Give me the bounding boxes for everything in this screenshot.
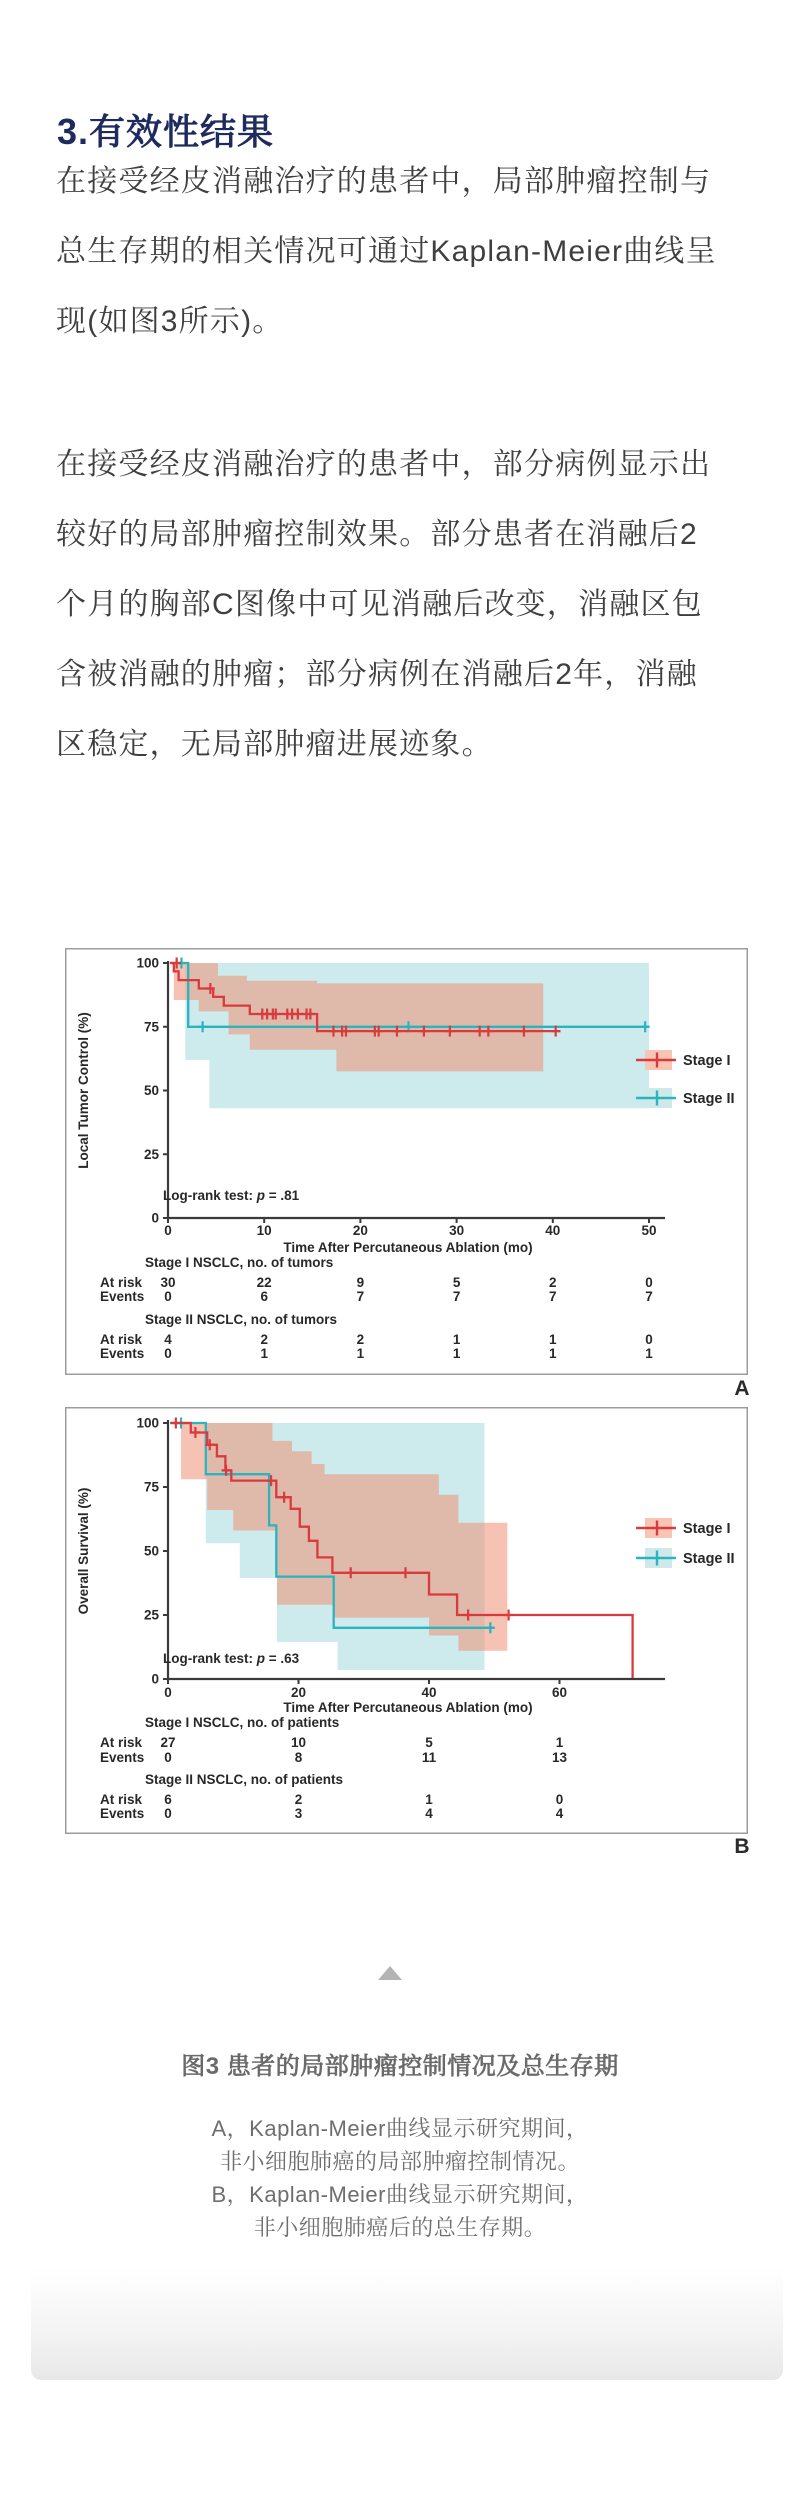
y-tick-label: 75 [143, 1019, 159, 1035]
paragraph-line: 区稳定，无局部肿瘤进展迹象。 [56, 728, 493, 761]
x-tick-label: 20 [352, 1223, 368, 1238]
risk-value: 7 [356, 1289, 365, 1304]
risk-value: 0 [555, 1792, 564, 1807]
risk-value: 1 [452, 1332, 461, 1347]
risk-value: 5 [425, 1735, 433, 1750]
risk-value: 9 [356, 1275, 365, 1290]
risk-value: 0 [164, 1289, 172, 1304]
x-tick-label: 60 [551, 1685, 568, 1700]
risk-row-label: At risk [100, 1275, 143, 1290]
paragraph-1 [56, 147, 748, 357]
caption-line: A，Kaplan-Meier曲线显示研究期间， [211, 2116, 589, 2141]
risk-table-header: Stage II NSCLC, no. of patients [145, 1772, 344, 1787]
risk-row-label: At risk [100, 1735, 143, 1750]
risk-value: 4 [164, 1332, 172, 1347]
legend-label: Stage II [683, 1091, 735, 1107]
x-tick-label: 50 [641, 1223, 657, 1238]
panel-label-b: B [734, 1835, 750, 1858]
risk-row-label: Events [100, 1750, 145, 1765]
risk-value: 6 [260, 1289, 268, 1304]
x-tick-label: 40 [421, 1685, 437, 1700]
risk-table-header: Stage I NSCLC, no. of tumors [145, 1255, 334, 1270]
risk-value: 3 [294, 1806, 303, 1821]
risk-value: 13 [551, 1750, 568, 1765]
risk-value: 0 [645, 1332, 653, 1347]
paragraph-line: 在接受经皮消融治疗的患者中，部分病例显示出 [56, 448, 712, 481]
paragraph-line: 在接受经皮消融治疗的患者中，局部肿瘤控制与 [56, 165, 712, 198]
risk-value: 4 [555, 1806, 564, 1821]
risk-row-label: Events [100, 1806, 145, 1821]
risk-value: 5 [452, 1275, 461, 1290]
legend-label: Stage II [683, 1551, 735, 1567]
risk-value: 0 [645, 1275, 653, 1290]
figure-caption [0, 2112, 800, 2244]
paragraph-line: 个月的胸部C图像中可见消融后改变，消融区包 [56, 588, 703, 621]
y-tick-label: 50 [143, 1083, 159, 1098]
risk-value: 7 [452, 1289, 461, 1304]
risk-value: 4 [425, 1806, 433, 1821]
x-tick-label: 10 [256, 1223, 272, 1238]
paragraph-line: 现(如图3所示)。 [56, 305, 284, 338]
risk-value: 1 [549, 1332, 557, 1347]
caption-line: 非小细胞肺癌的局部肿瘤控制情况。 [219, 2149, 580, 2174]
y-axis-title: Overall Survival (%) [76, 1487, 91, 1615]
logrank-annotation: Log-rank test: p = .63 [163, 1651, 300, 1666]
y-tick-label: 0 [151, 1671, 159, 1687]
risk-value: 1 [356, 1346, 365, 1361]
paragraph-line: 较好的局部肿瘤控制效果。部分患者在消融后2 [56, 518, 698, 551]
risk-value: 22 [256, 1275, 272, 1290]
y-axis-title: Local Tumor Control (%) [76, 1012, 91, 1169]
confidence-bands [174, 963, 649, 1108]
km-chart-local-tumor-control [65, 948, 748, 1375]
paragraph-line: 总生存期的相关情况可通过Kaplan-Meier曲线呈 [56, 235, 717, 268]
x-axis-title: Time After Percutaneous Ablation (mo) [283, 1240, 533, 1255]
x-tick-label: 40 [545, 1223, 561, 1238]
risk-value: 0 [164, 1806, 172, 1821]
km-chart-overall-survival [65, 1407, 748, 1834]
figure-caption-title: 图3 患者的局部肿瘤控制情况及总生存期 [181, 2053, 619, 2080]
risk-value: 1 [549, 1346, 557, 1361]
risk-value: 6 [164, 1792, 172, 1807]
risk-value: 2 [260, 1332, 268, 1347]
x-axis-title: Time After Percutaneous Ablation (mo) [283, 1700, 533, 1715]
risk-value: 30 [160, 1275, 176, 1290]
content-card-bottom-fade [31, 2268, 783, 2380]
risk-value: 1 [452, 1346, 461, 1361]
risk-value: 2 [294, 1792, 303, 1807]
risk-value: 1 [555, 1735, 564, 1750]
y-tick-label: 100 [136, 955, 159, 971]
y-tick-label: 0 [151, 1210, 159, 1226]
risk-value: 0 [164, 1750, 172, 1765]
legend-label: Stage I [683, 1521, 731, 1537]
risk-table-header: Stage I NSCLC, no. of patients [145, 1715, 340, 1730]
collapse-up-triangle-icon[interactable] [378, 1966, 402, 1980]
risk-value: 0 [164, 1346, 172, 1361]
panel-label-a: A [734, 1377, 750, 1400]
x-tick-label: 30 [449, 1223, 465, 1238]
risk-value: 11 [421, 1750, 437, 1765]
y-tick-label: 75 [143, 1479, 159, 1495]
risk-value: 1 [260, 1346, 268, 1361]
risk-value: 1 [425, 1792, 433, 1807]
legend-label: Stage I [683, 1053, 731, 1069]
y-tick-label: 50 [143, 1543, 159, 1559]
risk-row-label: At risk [100, 1792, 143, 1807]
risk-value: 8 [294, 1750, 303, 1765]
caption-line: B，Kaplan-Meier曲线显示研究期间， [211, 2182, 589, 2207]
y-tick-label: 100 [136, 1415, 159, 1431]
logrank-annotation: Log-rank test: p = .81 [163, 1188, 300, 1203]
risk-table-header: Stage II NSCLC, no. of tumors [145, 1312, 338, 1327]
x-tick-label: 20 [290, 1685, 307, 1700]
risk-row-label: Events [100, 1289, 145, 1304]
y-tick-label: 25 [143, 1607, 159, 1623]
risk-value: 27 [160, 1735, 176, 1750]
risk-value: 7 [549, 1289, 557, 1304]
risk-value: 7 [645, 1289, 653, 1304]
risk-value: 2 [356, 1332, 365, 1347]
risk-row-label: Events [100, 1346, 145, 1361]
section-heading: 3.有效性结果 [57, 111, 275, 153]
risk-value: 1 [645, 1346, 653, 1361]
x-tick-label: 0 [164, 1685, 172, 1700]
paragraph-line: 含被消融的肿瘤；部分病例在消融后2年，消融 [56, 658, 698, 691]
y-tick-label: 25 [143, 1146, 159, 1162]
caption-line: 非小细胞肺癌后的总生存期。 [253, 2215, 547, 2240]
x-tick-label: 0 [164, 1223, 172, 1238]
risk-row-label: At risk [100, 1332, 143, 1347]
risk-value: 10 [290, 1735, 307, 1750]
paragraph-2 [56, 430, 748, 780]
risk-value: 2 [549, 1275, 557, 1290]
